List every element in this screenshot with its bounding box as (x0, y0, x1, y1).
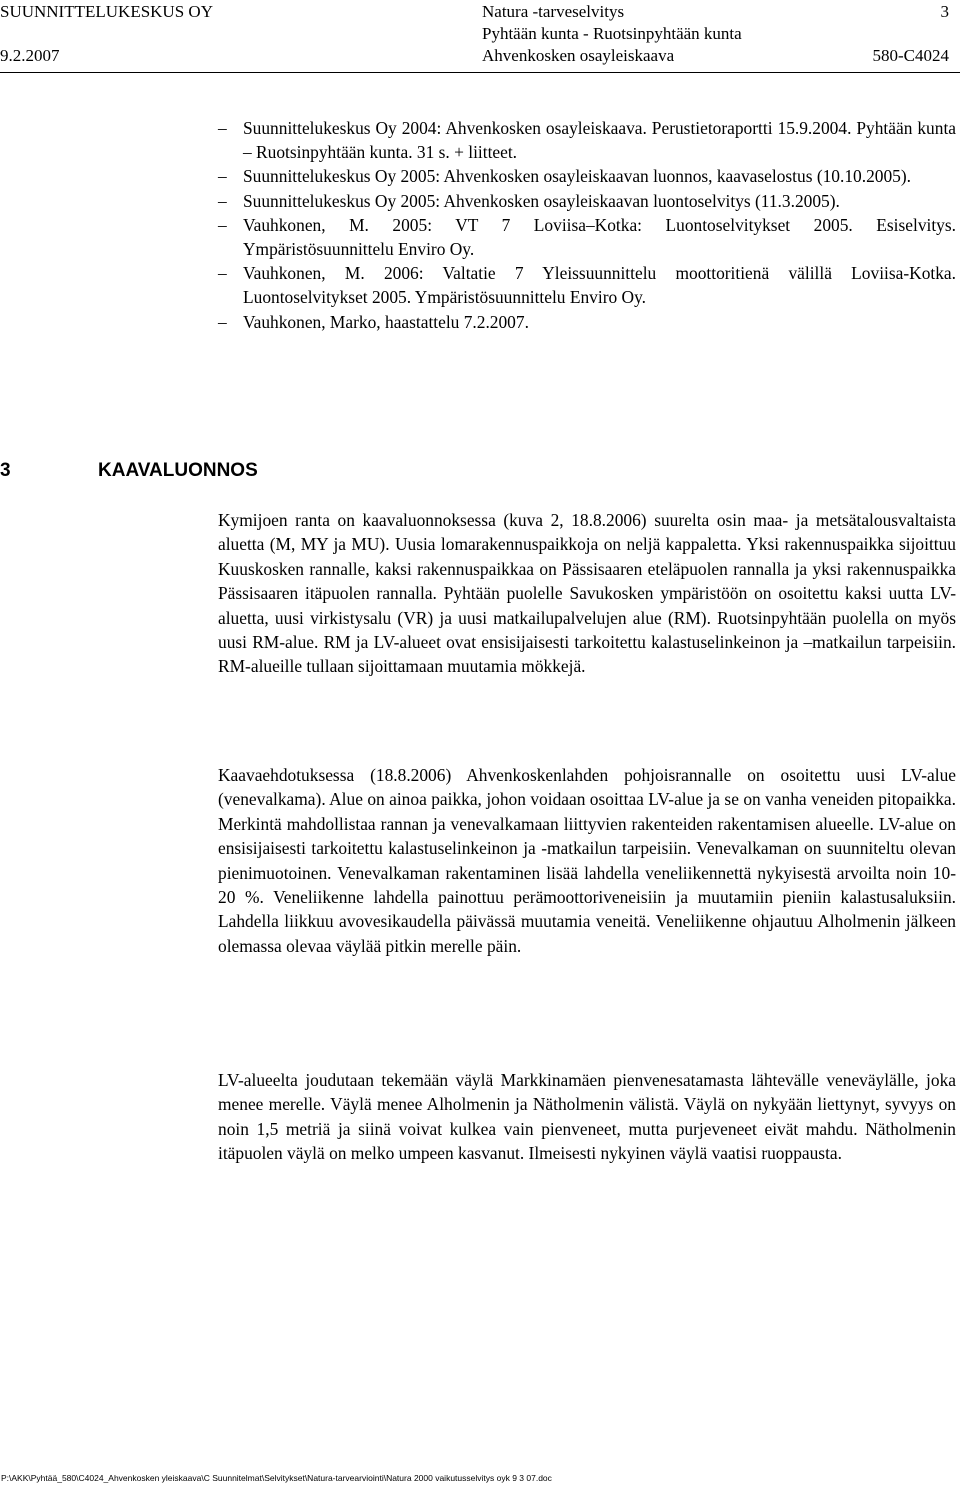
page-number: 3 (940, 2, 949, 21)
section-number: 3 (0, 460, 11, 481)
document-code: 580-C4024 (872, 46, 949, 65)
list-item (218, 116, 956, 164)
reference-list (218, 116, 956, 334)
body-paragraph-3: LV-alueelta joudutaan tekemään väylä Markkinamäen pienvenesatamasta lähtevälle veneväylälle, joka menee merelle. Väylä menee Alholmenin ja Nätholmenin välistä. Väylä on nykyään liettynyt, syvyys on noin 1,5 metriä ja siinä voivat kulkea vain pienveneet, mutta purjeveneet eivät mahdu. Nätholmenin itäpuolen väylä on melko umpeen kasvanut. Ilmeisesti nykyinen väylä vaatisi ruoppausta. (218, 1070, 956, 1164)
reference-text: Vauhkonen, M. 2006: Valtatie 7 Yleissuunnittelu moottoritienä välillä Loviisa-Kotka. Luontoselvitykset 2005. Ympäristösuunnittelu Enviro Oy. (243, 263, 956, 308)
list-item (218, 310, 956, 334)
body-paragraph-2: Kaavaehdotuksessa (18.8.2006) Ahvenkoskenlahden pohjoisrannalle on osoitettu uusi LV-alue (venevalkama). Alue on ainoa paikka, johon voidaan osoittaa LV-alue ja se on vanha veneiden pitopaikka. Merkintä mahdollistaa rannan ja venevalkamaan liittyvien rakenteiden rakentamisen alueelle. LV-alue on ensisijaisesti tarkoitettu kalastuselinkeinon ja -matkailun tarpeisiin. Venevalkaman on suunniteltu olevan pienimuotoinen. Venevalkaman rakentaminen lisää lahdella veneliikennettä nykyisestä arvoilta noin 10-20 %. Veneliikenne lahdella painottuu perämoottoriveneisiin ja muutamiin pieniin kalastusaluksiin. Lahdella liikkuu avovesikaudella päivässä muutamia veneitä. Veneliikenne ohjautuu Alholmenin jälkeen olemassa olevaa väylää pitkin merelle päin. (218, 765, 956, 956)
dash-bullet: – (218, 214, 227, 235)
list-item (218, 261, 956, 309)
reference-text: Suunnittelukeskus Oy 2005: Ahvenkosken osayleiskaavan luonnos, kaavaselostus (10.10.2005). (243, 166, 912, 187)
reference-text: Vauhkonen, Marko, haastattelu 7.2.2007. (243, 311, 529, 332)
section-title: KAAVALUONNOS (98, 460, 258, 481)
footer-file-path: P:\AKK\Pyhtää_580\C4024_Ahvenkosken yleiskaava\C Suunnitelmat\Selvitykset\Natura-tarvearviointi\Natura 2000 vaikutusselvitys oyk 9 3 07.doc (1, 1473, 552, 1483)
body-paragraph-1: Kymijoen ranta on kaavaluonnoksessa (kuva 2, 18.8.2006) suurelta osin maa- ja metsätalousvaltaista aluetta (M, MY ja MU). Uusia lomarakennuspaikkoja on neljä kappaletta. Yksi rakennuspaikka sijoittuu Kuuskosken rannalle, kaksi rakennuspaikkaa on Pässisaaren eteläpuolen rannalla ja yksi rakennuspaikka Pässisaaren itäpuolen rannalla. Pyhtään puolelle Savukosken ympäristöön on osoitettu kaksi uutta LV-aluetta, uusi virkistysalu (VR) ja uusi matkailupalvelujen alue (RM). Ruotsinpyhtään puolella on myös uusi RM-alue. RM ja LV-alueet ovat ensisijaisesti tarkoitettu kalastuselinkeinon ja –matkailun tarpeisiin. RM-alueille tullaan sijoittamaan muutamia mökkejä. (218, 510, 956, 677)
reference-text: Suunnittelukeskus Oy 2005: Ahvenkosken osayleiskaavan luontoselvitys (11.3.2005). (243, 190, 840, 211)
header-rule (0, 72, 960, 73)
header-company: SUUNNITTELUKESKUS OY (0, 2, 213, 21)
dash-bullet: – (218, 166, 227, 187)
list-item (218, 164, 956, 188)
dash-bullet: – (218, 311, 227, 332)
list-item (218, 189, 956, 213)
reference-text: Vauhkonen, M. 2005: VT 7 Loviisa–Kotka: Luontoselvitykset 2005. Esiselvitys. Ympäristösuunnittelu Enviro Oy. (243, 214, 956, 260)
dash-bullet: – (218, 263, 227, 284)
reference-text: Suunnittelukeskus Oy 2004: Ahvenkosken osayleiskaava. Perustietoraportti 15.9.2004. Pyhtään kunta – Ruotsinpyhtään kunta. 31 s. + liitteet. (243, 118, 956, 163)
header-title-line3: Ahvenkosken osayleiskaava (482, 46, 675, 65)
dash-bullet: – (218, 118, 227, 138)
header-title-line1: Natura -tarveselvitys (482, 2, 625, 21)
dash-bullet: – (218, 190, 227, 211)
header-title-line2: Pyhtään kunta - Ruotsinpyhtään kunta (482, 24, 742, 43)
header-date: 9.2.2007 (0, 46, 60, 65)
list-item (218, 213, 956, 261)
